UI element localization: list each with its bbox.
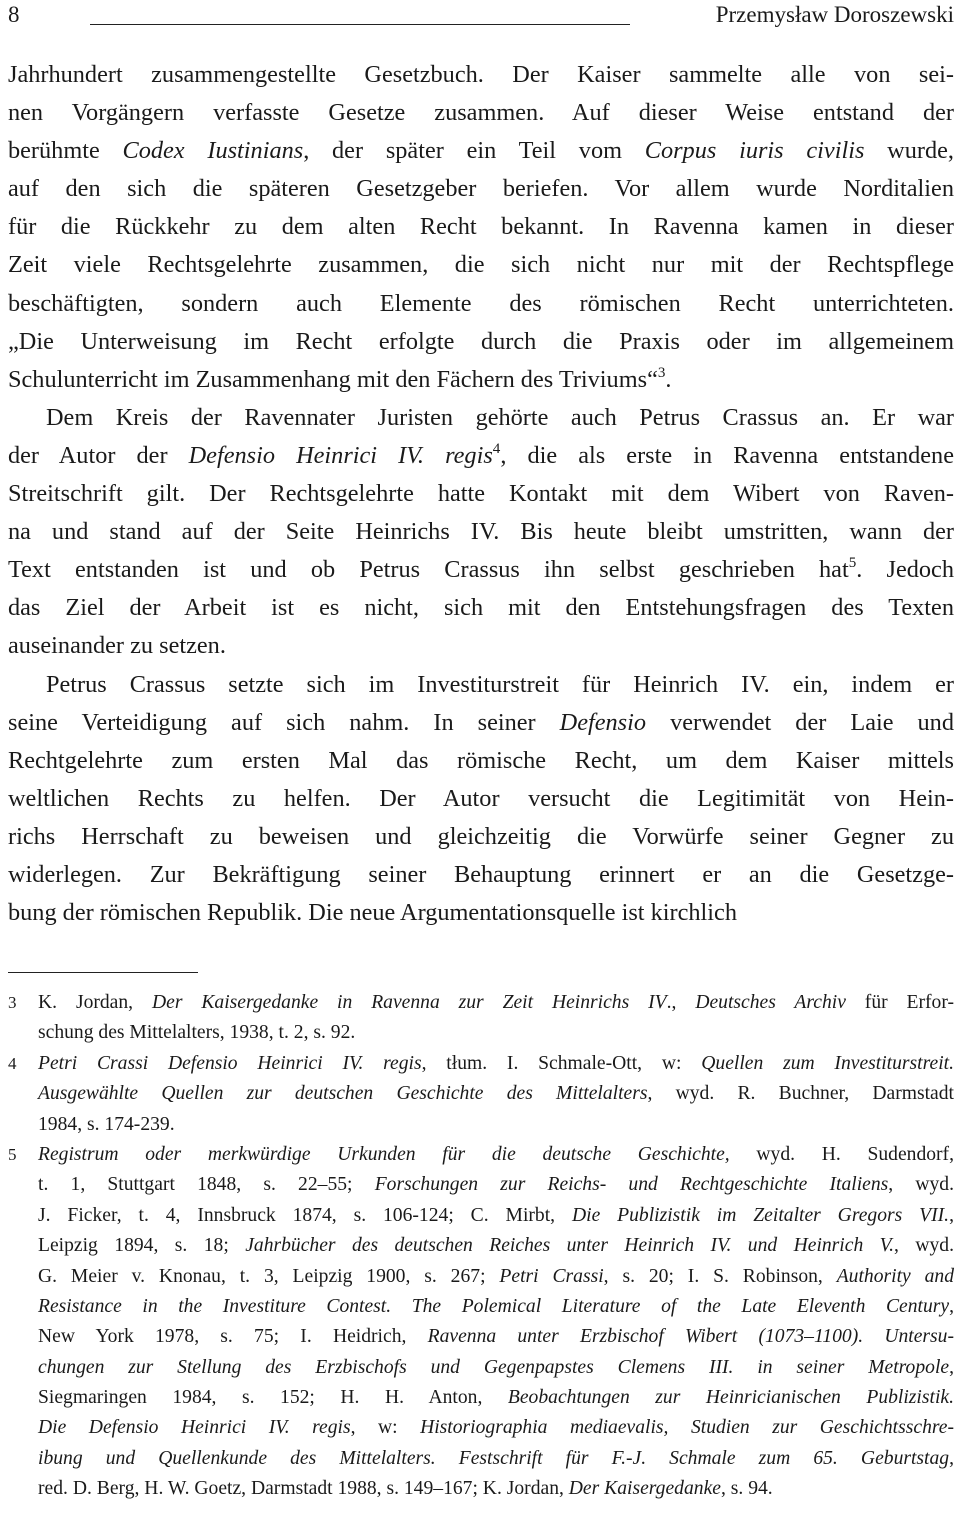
italic-title: Deutsches Archiv <box>695 992 846 1013</box>
footnote-number: 3 <box>8 993 17 1012</box>
footnote-rule <box>8 972 198 973</box>
italic-title: ibung und Quellenkunde des Mittelalters. Festschrift für F.-J. Schmale zum 65. Geburtstag <box>38 1447 950 1469</box>
footnote-reference: 4 <box>492 441 501 458</box>
italic-title: Petri Crassi <box>499 1265 604 1287</box>
italic-title: Authority and <box>836 1265 955 1287</box>
body-line: Zeit viele Rechtsgelehrte zusammen, die sich nicht nur mit der Rechtspflege <box>8 251 954 279</box>
footnote-line: schung des Mittelalters, 1938, t. 2, s. 92. <box>38 1022 356 1044</box>
italic-title: Registrum oder merkwürdige Urkunden für die deutsche Geschichte, <box>38 1143 730 1165</box>
footnote-line: 1984, s. 174-239. <box>38 1113 175 1135</box>
running-head-author: Przemysław Doroszewski <box>715 2 954 27</box>
body-line: Rechtgelehrte zum ersten Mal das römische Recht, um dem Kaiser mittels <box>8 746 954 774</box>
footnote-line: J. Ficker, t. 4, Innsbruck 1874, s. 106-124; C. Mirbt, Die Publizistik im Zeitalter Gregors VII., <box>38 1204 954 1226</box>
body-line: für die Rückkehr zu dem alten Recht bekannt. In Ravenna kamen in dieser <box>8 213 954 241</box>
footnote-line: red. D. Berg, H. W. Goetz, Darmstadt 1988, s. 149–167; K. Jordan, Der Kaisergedanke, s. 94. <box>38 1478 773 1500</box>
footnote-line: Leipzig 1894, s. 18; Jahrbücher des deutschen Reiches unter Heinrich IV. und Heinrich V., wyd. <box>38 1235 954 1257</box>
body-line: Schulunterricht im Zusammenhang mit den Fächern des Triviums“$^3$. <box>8 364 672 393</box>
italic-title: Defensio Heinrici IV. regis <box>188 441 493 469</box>
body-line: Streitschrift gilt. Der Rechtsgelehrte hatte Kontakt mit dem Wibert von Raven- <box>8 480 954 508</box>
footnote-number: 5 <box>8 1144 17 1164</box>
italic-title: Die Publizistik im Zeitalter Gregors VII. <box>571 1204 950 1226</box>
body-text <box>8 56 954 932</box>
footnote-line: chungen zur Stellung des Erzbischofs und Gegenpapstes Clemens III. in seiner Metropole, <box>38 1356 954 1378</box>
italic-title: Ravenna unter Erzbischof Wibert (1073–1100). Untersu- <box>427 1326 954 1348</box>
body-line: das Ziel der Arbeit ist es nicht, sich mit den Entstehungsfragen des Texten <box>8 594 954 622</box>
footnote <box>8 988 954 1049</box>
italic-title: Der Kaisergedanke <box>568 1478 721 1500</box>
body-line: Text entstanden ist und ob Petrus Crassus ihn selbst geschrieben hat$^5$. Jedoch <box>8 555 954 584</box>
footnote-line: Die Defensio Heinrici IV. regis, w: Historiographia mediaevalis, Studien zur Geschichtsschre- <box>38 1417 954 1439</box>
footnote-line: Ausgewählte Quellen zur deutschen Geschichte des Mittelalters, wyd. R. Buchner, Darmstadt <box>38 1083 954 1105</box>
footnote <box>8 1140 954 1505</box>
italic-title: Quellen zum Investiturstreit. <box>701 1052 954 1074</box>
footnote-line: Registrum oder merkwürdige Urkunden für die deutsche Geschichte, wyd. H. Sudendorf, <box>38 1143 954 1165</box>
italic-title: Forschungen zur Reichs- und Rechtgeschichte Italiens <box>374 1174 889 1196</box>
italic-title: Codex Iustinians <box>122 137 304 165</box>
italic-title: Jahrbücher des deutschen Reiches unter Heinrich IV. und Heinrich V. <box>245 1235 895 1257</box>
footnote-number: 4 <box>8 1053 17 1073</box>
footnote-line: t. 1, Stuttgart 1848, s. 22–55; Forschungen zur Reichs- und Rechtgeschichte Italiens, wyd. <box>38 1174 954 1196</box>
italic-title: Der Kaisergedanke in Ravenna zur Zeit Heinrichs IV <box>151 992 667 1013</box>
running-head <box>8 0 954 34</box>
footnote-line: Siegmaringen 1984, s. 152; H. H. Anton, Beobachtungen zur Heinricianischen Publizistik. <box>38 1387 954 1409</box>
footnote-line: G. Meier v. Knonau, t. 3, Leipzig 1900, s. 267; Petri Crassi, s. 20; I. S. Robinson, Authority and <box>38 1265 955 1287</box>
body-line: bung der römischen Republik. Die neue Argumentationsquelle ist kirchlich <box>8 899 737 927</box>
body-line: Dem Kreis der Ravennater Juristen gehörte auch Petrus Crassus an. Er war <box>46 403 954 431</box>
body-line: „Die Unterweisung im Recht erfolgte durch die Praxis oder im allgemeinem <box>8 327 954 355</box>
body-line: richs Herrschaft zu beweisen und gleichzeitig die Vorwürfe seiner Gegner zu <box>8 822 954 850</box>
body-line: weltlichen Rechts zu helfen. Der Autor versucht die Legitimität von Hein- <box>8 784 954 812</box>
footnote-reference: 5 <box>848 555 857 572</box>
body-line: Petrus Crassus setzte sich im Investiturstreit für Heinrich IV. ein, indem er <box>46 670 954 698</box>
footnote-line: Resistance in the Investiture Contest. The Polemical Literature of the Late Eleventh Century, <box>38 1295 954 1317</box>
body-line: nen Vorgängern verfasste Gesetze zusammen. Auf dieser Weise entstand der <box>8 99 954 127</box>
footnote <box>8 1049 954 1140</box>
footnote-line: K. Jordan, Der Kaisergedanke in Ravenna zur Zeit Heinrichs IV., Deutsches Archiv für Erfor- <box>38 992 955 1013</box>
footnotes <box>8 988 954 1505</box>
footnote-line: New York 1978, s. 75; I. Heidrich, Ravenna unter Erzbischof Wibert (1073–1100). Untersu- <box>38 1326 954 1348</box>
header-rule <box>90 24 630 25</box>
footnote-reference: 3 <box>657 364 666 381</box>
page-number: 8 <box>8 2 20 27</box>
body-line: na und stand auf der Seite Heinrichs IV. Bis heute bleibt umstritten, wann der <box>8 518 954 546</box>
footnote-line: Petri Crassi Defensio Heinrici IV. regis, tłum. I. Schmale-Ott, w: Quellen zum Investiturstreit. <box>38 1052 954 1074</box>
italic-title: Petri Crassi Defensio Heinrici IV. regis <box>38 1052 422 1074</box>
body-line: berühmte Codex Iustinians, der später ein Teil vom Corpus iuris civilis wurde, <box>8 137 954 165</box>
italic-title: Corpus iuris civilis <box>644 137 865 165</box>
italic-title: Resistance in the Investiture Contest. The Polemical Literature of the Late Eleventh Century <box>38 1295 950 1317</box>
body-line: Jahrhundert zusammengestellte Gesetzbuch. Der Kaiser sammelte alle von sei- <box>8 61 954 88</box>
footnote-line: ibung und Quellenkunde des Mittelalters. Festschrift für F.-J. Schmale zum 65. Geburtstag, <box>38 1447 954 1469</box>
body-line: der Autor der Defensio Heinrici IV. regis$^4$, die als erste in Ravenna entstandene <box>8 441 954 469</box>
body-line: beschäftigten, sondern auch Elemente des römischen Recht unterrichteten. <box>8 289 954 317</box>
body-line: seine Verteidigung auf sich nahm. In seiner Defensio verwendet der Laie und <box>8 708 954 736</box>
body-line: auf den sich die späteren Gesetzgeber beriefen. Vor allem wurde Norditalien <box>8 175 954 203</box>
body-line: widerlegen. Zur Bekräftigung seiner Behauptung erinnert er an die Gesetzge- <box>8 860 954 888</box>
italic-title: Die Defensio Heinrici IV. regis <box>38 1417 351 1439</box>
italic-title: Ausgewählte Quellen zur deutschen Geschichte des Mittelalters <box>38 1083 648 1105</box>
italic-title: Defensio <box>559 708 647 736</box>
italic-title: Beobachtungen zur Heinricianischen Publizistik. <box>507 1387 954 1409</box>
italic-title: chungen zur Stellung des Erzbischofs und Gegenpapstes Clemens III. in seiner Metropole <box>38 1356 950 1378</box>
italic-title: Historiographia mediaevalis, Studien zur Geschichtsschre- <box>420 1417 954 1439</box>
body-line: auseinander zu setzen. <box>8 632 226 660</box>
